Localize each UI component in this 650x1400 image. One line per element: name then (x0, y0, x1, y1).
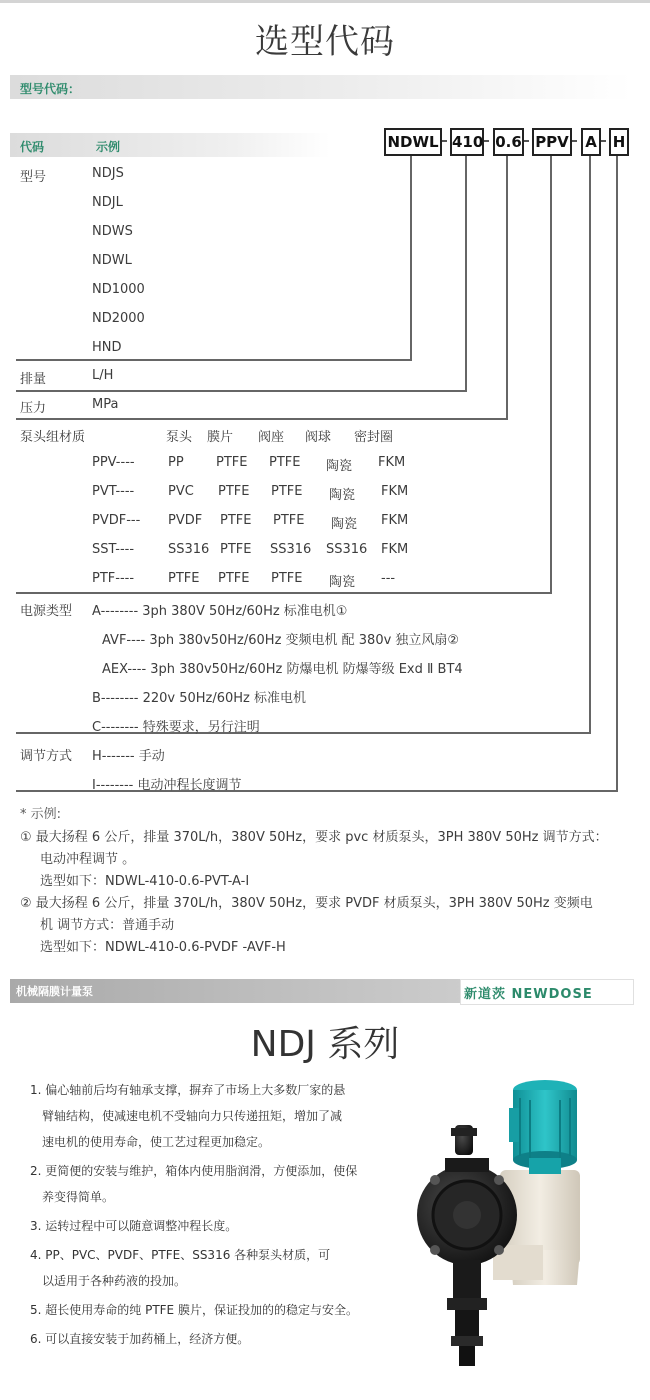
note-line: 选型如下：NDWL-410-0.6-PVT-A-I (40, 874, 250, 889)
material-cell: PTFE (218, 484, 250, 499)
code-dash (601, 140, 606, 142)
power-item: C-------- 特殊要求，另行注明 (92, 720, 260, 735)
material-cell: PP (168, 455, 184, 470)
connector-model (410, 156, 412, 359)
material-cell: PTFE (271, 571, 303, 586)
code-dash (442, 140, 447, 142)
model-item: NDWL (92, 253, 132, 268)
material-cell: SS316 (270, 542, 312, 557)
connector-pressure (506, 156, 508, 418)
code-box-material: PPV (532, 128, 572, 156)
power-item: B-------- 220v 50Hz/60Hz 标准电机 (92, 691, 307, 706)
material-cell: 陶瓷 (329, 488, 356, 503)
power-item: A-------- 3ph 380V 50Hz/60Hz 标准电机① (92, 604, 348, 619)
material-cell: --- (381, 571, 396, 586)
code-dash (572, 140, 577, 142)
material-cell: PTFE (218, 571, 250, 586)
row-label-pressure: 压力 (20, 401, 47, 416)
material-cell: PTFE (269, 455, 301, 470)
row-label-material: 泵头组材质 (20, 430, 86, 445)
row-label-model: 型号 (20, 170, 47, 185)
material-cell: FKM (381, 542, 409, 557)
model-item: NDJS (92, 166, 124, 181)
model-item: NDJL (92, 195, 123, 210)
feature-line: 养变得简单。 (42, 1190, 115, 1204)
material-cell: 陶瓷 (329, 575, 356, 590)
material-cell: PVDF--- (92, 513, 141, 528)
feature-line: 1. 偏心轴前后均有轴承支撑，摒弃了市场上大多数厂家的悬 (30, 1083, 346, 1097)
separator-model (16, 359, 412, 361)
note-line: 电动冲程调节 。 (40, 852, 136, 867)
pressure-unit: MPa (92, 397, 119, 412)
material-col-header: 阀球 (305, 430, 332, 445)
section-header-bar (10, 75, 632, 99)
metering-pump-image (405, 1070, 640, 1375)
row-label-adjust: 调节方式 (20, 749, 73, 764)
model-item: NDWS (92, 224, 133, 239)
model-item: HND (92, 340, 122, 355)
table-header-bar (10, 133, 330, 157)
top-divider (0, 0, 650, 3)
code-box-model: NDWL (384, 128, 442, 156)
note-line: 选型如下：NDWL-410-0.6-PVDF -AVF-H (40, 940, 286, 955)
separator-material (16, 592, 552, 594)
note-line: ② 最大扬程 6 公斤，排量 370L/h，380V 50Hz，要求 PVDF 材质泵头，3PH 380V 50Hz 变频电 (20, 896, 593, 911)
row-label-flow: 排量 (20, 372, 47, 387)
section-label: 型号代码： (20, 82, 81, 96)
connector-adjust (616, 156, 618, 790)
material-cell: PTFE (273, 513, 305, 528)
code-box-flow: 410 (450, 128, 484, 156)
material-cell: PPV---- (92, 455, 135, 470)
separator-flow (16, 390, 467, 392)
brand-logo: 新道茨 NEWDOSE (464, 987, 593, 1002)
material-cell: SS316 (168, 542, 210, 557)
material-cell: PVT---- (92, 484, 135, 499)
flow-unit: L/H (92, 368, 114, 383)
model-item: ND1000 (92, 282, 145, 297)
page-title: 选型代码 (255, 22, 395, 62)
material-col-header: 泵头 (166, 430, 193, 445)
separator-pressure (16, 418, 508, 420)
note-line: 机 调节方式：普通手动 (40, 918, 175, 933)
code-box-pressure: 0.6 (493, 128, 524, 156)
model-item: ND2000 (92, 311, 145, 326)
feature-line: 5. 超长使用寿命的纯 PTFE 膜片，保证投加的的稳定与安全。 (30, 1303, 358, 1317)
material-cell: PTFE (220, 513, 252, 528)
feature-line: 以适用于各种药液的投加。 (42, 1274, 187, 1288)
material-cell: PTFE (168, 571, 200, 586)
material-cell: FKM (378, 455, 406, 470)
material-col-header: 密封圈 (354, 430, 394, 445)
material-cell: PTFE (220, 542, 252, 557)
material-cell: FKM (381, 513, 409, 528)
note-line: ① 最大扬程 6 公斤，排量 370L/h，380V 50Hz，要求 pvc 材质泵头，3PH 380V 50Hz 调节方式： (20, 830, 608, 845)
power-item: AEX---- 3ph 380v50Hz/60Hz 防爆电机 防爆等级 Exd Ⅱ BT4 (102, 662, 463, 677)
material-cell: PTFE (271, 484, 303, 499)
material-cell: 陶瓷 (331, 517, 358, 532)
material-cell: SS316 (326, 542, 368, 557)
code-dash (484, 140, 489, 142)
category-label: 机械隔膜计量泵 (16, 985, 93, 998)
series-title: NDJ 系列 (250, 1024, 400, 1065)
feature-line: 2. 更简便的安装与维护，箱体内使用脂润滑，方便添加，使保 (30, 1164, 358, 1178)
feature-line: 6. 可以直接安装于加药桶上，经济方便。 (30, 1332, 250, 1346)
connector-power (589, 156, 591, 732)
feature-line: 臂轴结构，使减速电机不受轴向力只传递扭矩，增加了减 (42, 1109, 343, 1123)
material-cell: PVC (168, 484, 194, 499)
feature-line: 速电机的使用寿命，使工艺过程更加稳定。 (42, 1135, 271, 1149)
material-cell: SST---- (92, 542, 135, 557)
header-example: 示例 (96, 140, 121, 154)
notes-header: * 示例: (20, 807, 62, 822)
code-dash (524, 140, 529, 142)
material-cell: PTFE (216, 455, 248, 470)
material-cell: 陶瓷 (326, 459, 353, 474)
feature-line: 4. PP、PVC、PVDF、PTFE、SS316 各种泵头材质，可 (30, 1248, 331, 1262)
material-col-header: 膜片 (207, 430, 234, 445)
feature-line: 3. 运转过程中可以随意调整冲程长度。 (30, 1219, 238, 1233)
code-box-adjust: H (609, 128, 629, 156)
material-cell: PVDF (168, 513, 203, 528)
adjust-item: H------- 手动 (92, 749, 165, 764)
power-item: AVF---- 3ph 380v50Hz/60Hz 变频电机 配 380v 独立风扇② (102, 633, 460, 648)
row-label-power: 电源类型 (20, 604, 73, 619)
header-code: 代码 (20, 140, 45, 154)
connector-material (550, 156, 552, 592)
connector-flow (465, 156, 467, 390)
material-cell: FKM (381, 484, 409, 499)
material-cell: PTF---- (92, 571, 135, 586)
material-col-header: 阀座 (258, 430, 285, 445)
adjust-item: I-------- 电动冲程长度调节 (92, 778, 242, 793)
code-box-power: A (581, 128, 601, 156)
